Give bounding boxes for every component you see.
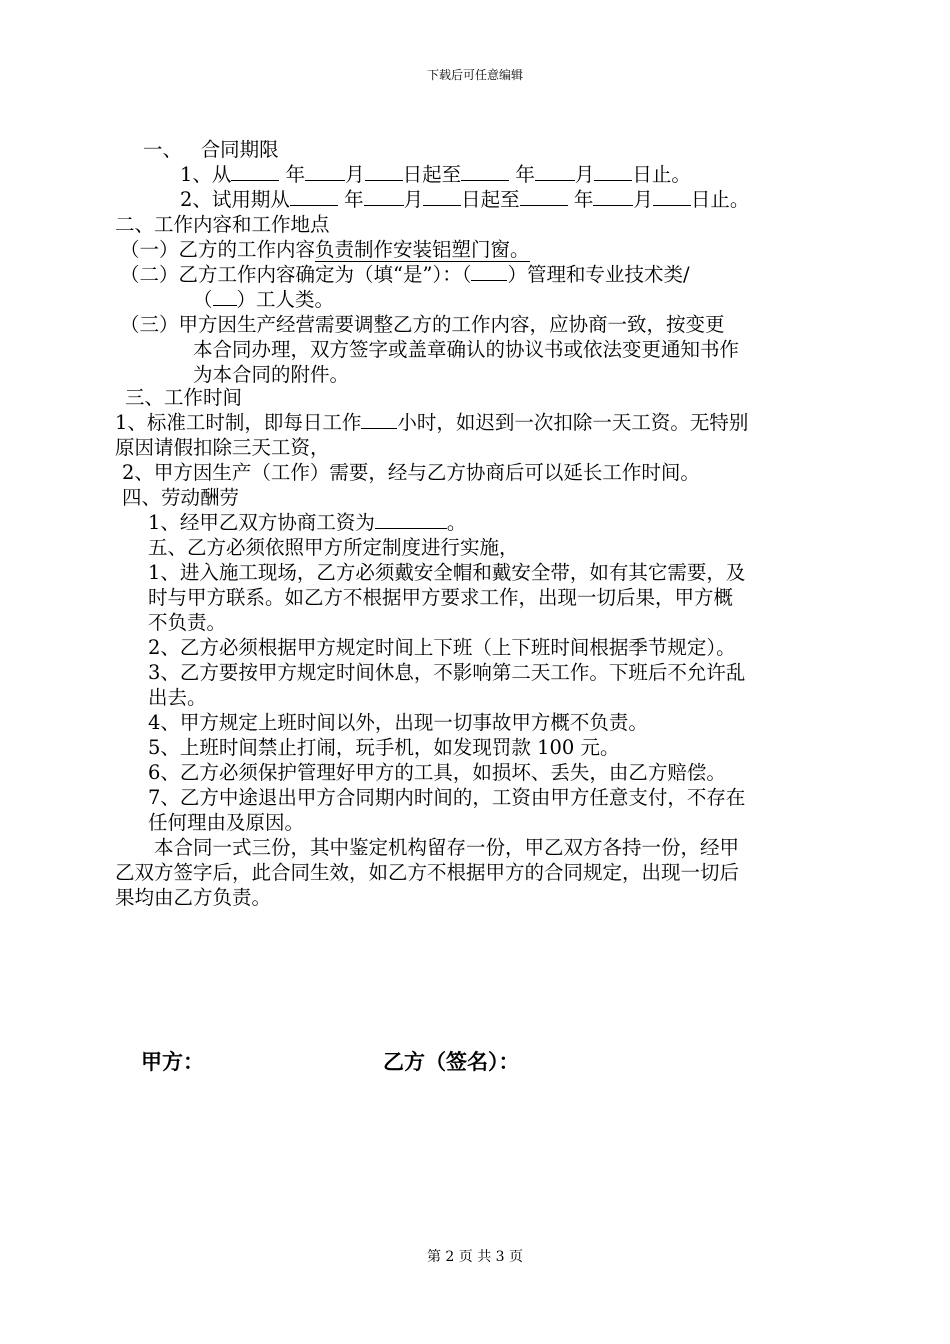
time-line-2: 原因请假扣除三天工资， [115, 436, 330, 459]
section-term-heading: 一、 合同期限 [143, 138, 279, 161]
work-item-2-cont: （ ）工人类。 [193, 288, 335, 311]
rule-3-line-1: 3、乙方要按甲方规定时间休息，不影响第二天工作。下班后不允许乱 [148, 661, 746, 684]
rule-7-line-1: 7、乙方中途退出甲方合同期内时间的，工资由甲方任意支付，不存在 [148, 786, 746, 809]
party-a-signature-label: 甲方： [141, 1049, 204, 1074]
rule-1-line-3: 不负责。 [148, 611, 227, 634]
section-rules-heading: 五、乙方必须依照甲方所定制度进行实施， [148, 536, 519, 559]
closing-line-1: 本合同一式三份，其中鉴定机构留存一份，甲乙双方各持一份，经甲 [154, 836, 740, 859]
work-item-2: （二）乙方工作内容确定为（填“是”）：（ ）管理和专业技术类/ [120, 263, 690, 286]
time-line-1: 1、标准工时制，即每日工作 小时，如迟到一次扣除一天工资。无特别 [115, 411, 749, 434]
rule-6: 6、乙方必须保护管理好甲方的工具，如损坏、丢失，由乙方赔偿。 [148, 761, 726, 784]
term-line-2: 2、试用期从 年 月 日起至 年 月 日止。 [180, 188, 750, 211]
rule-4: 4、甲方规定上班时间以外，出现一切事故甲方概不负责。 [148, 711, 648, 734]
party-b-signature-label: 乙方（签名）： [383, 1049, 520, 1074]
closing-line-2: 乙双方签字后，此合同生效，如乙方不根据甲方的合同规定，出现一切后 [115, 861, 740, 884]
work-item-3-line-1: （三）甲方因生产经营需要调整乙方的工作内容，应协商一致，按变更 [120, 313, 725, 336]
rule-1-line-2: 时与甲方联系。如乙方不根据甲方要求工作，出现一切后果，甲方概 [148, 586, 734, 609]
pay-line-1: 1、经甲乙双方协商工资为 。 [148, 511, 467, 534]
time-line-3: 2、甲方因生产（工作）需要，经与乙方协商后可以延长工作时间。 [122, 461, 700, 484]
rule-3-line-2: 出去。 [148, 686, 207, 709]
work-item-3-line-2: 本合同办理，双方签字或盖章确认的协议书或依法变更通知书作 [193, 338, 740, 361]
term-line-1: 1、从 年 月 日起至 年 月 日止。 [180, 163, 691, 186]
rule-2: 2、乙方必须根据甲方规定时间上下班（上下班时间根据季节规定）。 [148, 636, 736, 659]
rule-1-line-1: 1、进入施工现场，乙方必须戴安全帽和戴安全带，如有其它需要，及 [148, 561, 746, 584]
rule-5: 5、上班时间禁止打闹，玩手机，如发现罚款 100 元。 [148, 736, 620, 759]
section-pay-heading: 四、劳动酬劳 [122, 486, 240, 509]
work-item-1: （一）乙方的工作内容负责制作安装铝塑门窗。 [120, 238, 530, 261]
work-item-3-line-3: 为本合同的附件。 [193, 363, 350, 386]
rule-7-line-2: 任何理由及原因。 [148, 811, 305, 834]
closing-line-3: 果均由乙方负责。 [115, 886, 272, 909]
page-header: 下载后可任意编辑 [426, 68, 523, 82]
page-footer: 第 2 页 共 3 页 [426, 1249, 524, 1265]
section-time-heading: 三、工作时间 [125, 386, 243, 409]
section-work-heading: 二、工作内容和工作地点 [115, 213, 330, 236]
